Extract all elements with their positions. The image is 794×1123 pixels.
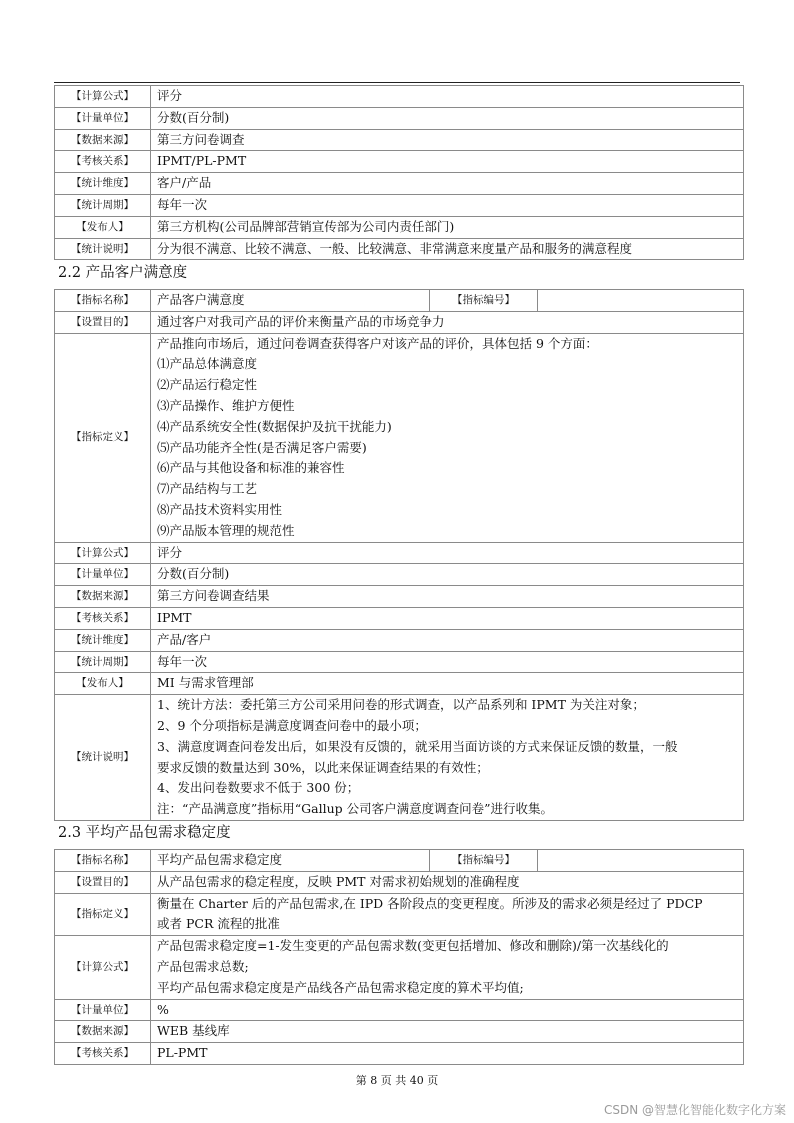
field-value-multiline [151, 333, 744, 542]
field-value: 分为很不满意、比较不满意、一般、比较满意、非常满意来度量产品和服务的满意程度 [151, 238, 744, 260]
table-row [55, 850, 744, 872]
field-value: 第三方问卷调查 [151, 129, 744, 151]
field-label: 【计量单位】 [55, 564, 151, 586]
table-row [55, 1043, 744, 1065]
field-value: WEB 基线库 [151, 1021, 744, 1043]
definition-line: 或者 PCR 流程的批准 [157, 916, 280, 932]
field-label: 【指标编号】 [430, 290, 538, 312]
definition-line: 产品推向市场后，通过问卷调查获得客户对该产品的评价，具体包括 9 个方面： [157, 335, 598, 351]
table-row [55, 607, 744, 629]
metric-table-continued [54, 85, 744, 260]
table-row [55, 871, 744, 893]
field-label: 【指标名称】 [55, 850, 151, 872]
field-label: 【设置目的】 [55, 871, 151, 893]
table-row [55, 151, 744, 173]
note-line: 注：“产品满意度”指标用“Gallup 公司客户满意度调查问卷”进行收集。 [157, 801, 554, 817]
table-row [55, 129, 744, 151]
field-label: 【统计周期】 [55, 194, 151, 216]
table-row [55, 173, 744, 195]
definition-line: ⑷产品系统安全性(数据保护及抗干扰能力) [157, 418, 392, 434]
note-line: 3、满意度调查问卷发出后，如果没有反馈的，就采用当面访谈的方式来保证反馈的数量，一般 [157, 738, 678, 754]
table-row [55, 651, 744, 673]
table-row [55, 1021, 744, 1043]
field-label: 【发布人】 [55, 673, 151, 695]
definition-line: ⑶产品操作、维护方便性 [157, 397, 295, 413]
field-value: 通过客户对我司产品的评价来衡量产品的市场竞争力 [151, 311, 744, 333]
field-label: 【统计说明】 [55, 238, 151, 260]
table-row [55, 238, 744, 260]
definition-line: ⑴产品总体满意度 [157, 356, 258, 372]
table-row [55, 86, 744, 108]
field-label: 【数据来源】 [55, 1021, 151, 1043]
field-value: PL-PMT [151, 1043, 744, 1065]
field-label: 【指标编号】 [430, 850, 538, 872]
field-value: 分数(百分制) [151, 107, 744, 129]
definition-line: ⑻产品技术资料实用性 [157, 501, 283, 517]
note-line: 2、9 个分项指标是满意度调查问卷中的最小项； [157, 717, 427, 733]
field-label: 【数据来源】 [55, 129, 151, 151]
note-line: 要求反馈的数量达到 30%，以此来保证调查结果的有效性； [157, 759, 489, 775]
field-value-multiline [151, 936, 744, 999]
field-label: 【统计维度】 [55, 629, 151, 651]
field-label: 【考核关系】 [55, 151, 151, 173]
table-row [55, 290, 744, 312]
field-label: 【指标名称】 [55, 290, 151, 312]
field-value: % [151, 999, 744, 1021]
field-value: 从产品包需求的稳定程度，反映 PMT 对需求初始规划的准确程度 [151, 871, 744, 893]
header-rule [54, 82, 740, 83]
formula-line: 产品包需求稳定度=1-发生变更的产品包需求数(变更包括增加、修改和删除)/第一次基线化的 [157, 938, 669, 954]
note-line: 1、统计方法：委托第三方公司采用问卷的形式调查，以产品系列和 IPMT 为关注对象； [157, 697, 645, 713]
note-line: 4、发出问卷数要求不低于 300 份； [157, 780, 360, 796]
table-row [55, 629, 744, 651]
table-row [55, 999, 744, 1021]
definition-line: ⑺产品结构与工艺 [157, 481, 258, 497]
table-row [55, 936, 744, 999]
field-value: 分数(百分制) [151, 564, 744, 586]
field-label: 【计量单位】 [55, 107, 151, 129]
field-label: 【考核关系】 [55, 607, 151, 629]
field-value: 评分 [151, 86, 744, 108]
field-value: 第三方机构(公司品牌部营销宣传部为公司内责任部门) [151, 216, 744, 238]
field-value: 平均产品包需求稳定度 [151, 850, 430, 872]
field-label: 【发布人】 [55, 216, 151, 238]
definition-line: ⑼产品版本管理的规范性 [157, 522, 295, 538]
field-label: 【数据来源】 [55, 586, 151, 608]
table-row [55, 695, 744, 821]
field-label: 【考核关系】 [55, 1043, 151, 1065]
section-heading-2-3: 2.3 平均产品包需求稳定度 [58, 825, 231, 841]
formula-line: 平均产品包需求稳定度是产品线各产品包需求稳定度的算术平均值; [157, 979, 524, 995]
table-row [55, 194, 744, 216]
definition-line: ⑹产品与其他设备和标准的兼容性 [157, 460, 345, 476]
field-label: 【计算公式】 [55, 86, 151, 108]
field-value-multiline [151, 893, 744, 936]
field-value: MI 与需求管理部 [151, 673, 744, 695]
table-row [55, 564, 744, 586]
field-label: 【指标定义】 [55, 333, 151, 542]
formula-line: 产品包需求总数; [157, 958, 249, 974]
field-label: 【统计说明】 [55, 695, 151, 821]
field-value: 每年一次 [151, 194, 744, 216]
table-row [55, 216, 744, 238]
field-value: 产品/客户 [151, 629, 744, 651]
field-label: 【计算公式】 [55, 936, 151, 999]
table-row [55, 542, 744, 564]
field-label: 【指标定义】 [55, 893, 151, 936]
field-label: 【统计周期】 [55, 651, 151, 673]
table-row [55, 311, 744, 333]
field-value: IPMT/PL-PMT [151, 151, 744, 173]
field-value: IPMT [151, 607, 744, 629]
metric-table-customer-satisfaction [54, 289, 744, 821]
section-heading-2-2: 2.2 产品客户满意度 [58, 265, 188, 281]
table-row [55, 673, 744, 695]
field-label: 【计算公式】 [55, 542, 151, 564]
field-value-multiline [151, 695, 744, 821]
field-value: 第三方问卷调查结果 [151, 586, 744, 608]
field-value: 客户/产品 [151, 173, 744, 195]
definition-line: ⑵产品运行稳定性 [157, 377, 258, 393]
field-value: 产品客户满意度 [151, 290, 430, 312]
table-row [55, 107, 744, 129]
metric-table-requirement-stability [54, 849, 744, 1065]
field-label: 【设置目的】 [55, 311, 151, 333]
field-value: 每年一次 [151, 651, 744, 673]
table-row [55, 333, 744, 542]
definition-line: ⑸产品功能齐全性(是否满足客户需要) [157, 439, 367, 455]
table-row [55, 893, 744, 936]
field-value [538, 850, 744, 872]
field-label: 【统计维度】 [55, 173, 151, 195]
field-label: 【计量单位】 [55, 999, 151, 1021]
field-value [538, 290, 744, 312]
field-value: 评分 [151, 542, 744, 564]
table-row [55, 586, 744, 608]
watermark: CSDN @智慧化智能化数字化方案 [603, 1103, 786, 1117]
definition-line: 衡量在 Charter 后的产品包需求,在 IPD 各阶段点的变更程度。所涉及的需求必须是经过了 PDCP [157, 895, 703, 911]
page-number: 第 8 页 共 40 页 [355, 1074, 439, 1087]
